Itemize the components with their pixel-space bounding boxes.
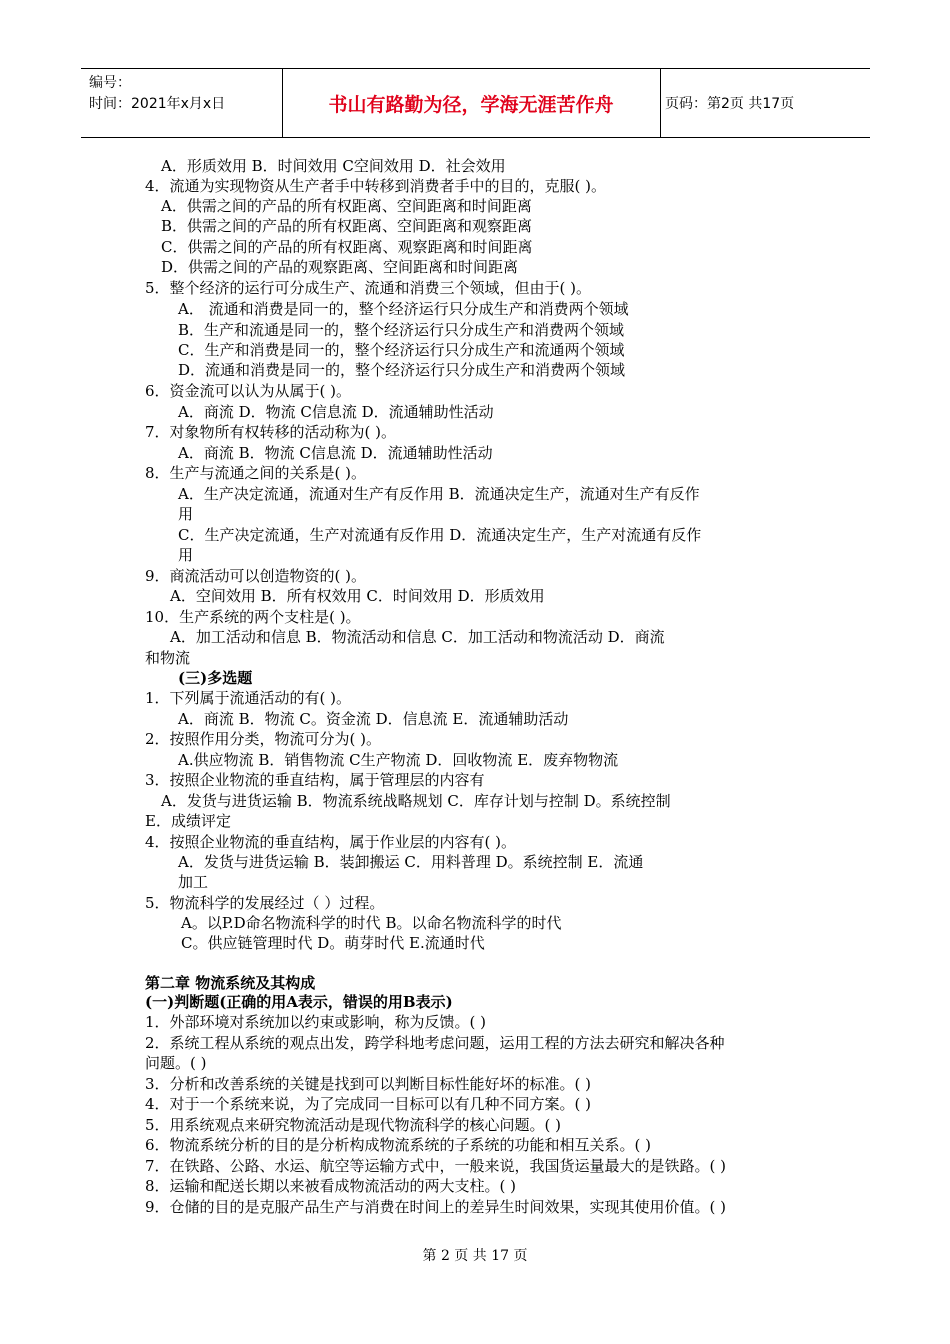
text-line: 9．商流活动可以创造物资的( )。: [145, 567, 367, 585]
text-line: 3．按照企业物流的垂直结构，属于管理层的内容有: [145, 771, 485, 789]
text-line: 7．在铁路、公路、水运、航空等运输方式中，一般来说，我国货运量最大的是铁路。( ): [145, 1157, 727, 1175]
text-line: 6．资金流可以认为从属于( )。: [145, 382, 352, 400]
header-divider: [660, 69, 661, 137]
text-line: 加工: [178, 873, 209, 891]
text-line: A．发货与进货运输 B．装卸搬运 C．用料普理 D。系统控制 E．流通: [178, 853, 644, 871]
text-line: 用: [178, 546, 194, 564]
text-line: A．形质效用 B．时间效用 C空间效用 D．社会效用: [161, 157, 506, 175]
header-page-info: 页码：第2页 共17页: [665, 96, 795, 112]
text-line: 3．分析和改善系统的关键是找到可以判断目标性能好坏的标准。( ): [145, 1075, 592, 1093]
text-line: 4．按照企业物流的垂直结构，属于作业层的内容有( )。: [145, 833, 517, 851]
text-line: A．生产决定流通，流通对生产有反作用 B．流通决定生产，流通对生产有反作: [178, 485, 700, 503]
chapter-heading: 第二章 物流系统及其构成: [145, 974, 316, 992]
text-line: D．流通和消费是同一的，整个经济运行只分成生产和消费两个领域: [178, 361, 626, 379]
text-line: A．加工活动和信息 B．物流活动和信息 C．加工活动和物流活动 D．商流: [170, 628, 665, 646]
section-heading: (三)多选题: [178, 669, 253, 687]
text-line: C．生产和消费是同一的，整个经济运行只分成生产和流通两个领域: [178, 341, 625, 359]
section-heading: (一)判断题(正确的用A表示，错误的用B表示): [145, 993, 453, 1011]
text-line: C。供应链管理时代 D。萌芽时代 E.流通时代: [181, 934, 485, 952]
text-line: C．供需之间的产品的所有权距离、观察距离和时间距离: [161, 238, 533, 256]
text-line: 5．物流科学的发展经过（ ）过程。: [145, 894, 385, 912]
text-line: A． 流通和消费是同一的，整个经济运行只分成生产和消费两个领域: [178, 300, 629, 318]
text-line: 问题。( ): [145, 1054, 207, 1072]
text-line: 5．用系统观点来研究物流活动是现代物流科学的核心问题。( ): [145, 1116, 562, 1134]
header-meta: [89, 73, 225, 115]
text-line: D．供需之间的产品的观察距离、空间距离和时间距离: [161, 258, 519, 276]
text-line: A。以P.D命名物流科学的时代 B。以命名物流科学的时代: [181, 914, 562, 932]
text-line: E．成绩评定: [145, 812, 231, 830]
text-line: 10．生产系统的两个支柱是( )。: [145, 608, 361, 626]
page-footer: 第 2 页 共 17 页: [422, 1248, 528, 1264]
text-line: A．空间效用 B．所有权效用 C．时间效用 D．形质效用: [170, 587, 545, 605]
text-line: 2．系统工程从系统的观点出发，跨学科地考虑问题，运用工程的方法去研究和解决各种: [145, 1034, 725, 1052]
text-line: 8．生产与流通之间的关系是( )。: [145, 464, 367, 482]
text-line: 9．仓储的目的是克服产品生产与消费在时间上的差异生时间效果，实现其使用价值。( ): [145, 1198, 727, 1216]
text-line: 1．下列属于流通活动的有( )。: [145, 689, 352, 707]
text-line: A．商流 B．物流 C。资金流 D．信息流 E．流通辅助活动: [178, 710, 569, 728]
text-line: 1．外部环境对系统加以约束或影响，称为反馈。( ): [145, 1013, 487, 1031]
text-line: C．生产决定流通，生产对流通有反作用 D．流通决定生产，生产对流通有反作: [178, 526, 702, 544]
text-line: 8．运输和配送长期以来被看成物流活动的两大支柱。( ): [145, 1177, 517, 1195]
text-line: 和物流: [145, 649, 191, 667]
text-line: 5．整个经济的运行可分成生产、流通和消费三个领域，但由于( )。: [145, 279, 592, 297]
text-line: 4．对于一个系统来说，为了完成同一目标可以有几种不同方案。( ): [145, 1095, 592, 1113]
text-line: A．发货与进货运输 B．物流系统战略规划 C．库存计划与控制 D。系统控制: [161, 792, 671, 810]
text-line: A．商流 D．物流 C信息流 D．流通辅助性活动: [178, 403, 494, 421]
header-motto: 书山有路勤为径，学海无涯苦作舟: [328, 93, 614, 116]
text-line: 6．物流系统分析的目的是分析构成物流系统的子系统的功能和相互关系。( ): [145, 1136, 652, 1154]
text-line: 2．按照作用分类，物流可分为( )。: [145, 730, 382, 748]
document-number-label: 编号：: [89, 75, 131, 91]
document-date-label: 时间：2021年x月x日: [89, 96, 226, 112]
text-line: A．供需之间的产品的所有权距离、空间距离和时间距离: [161, 197, 532, 215]
text-line: 4．流通为实现物资从生产者手中转移到消费者手中的目的，克服( )。: [145, 177, 607, 195]
text-line: 用: [178, 505, 194, 523]
text-line: A．商流 B．物流 C信息流 D．流通辅助性活动: [178, 444, 493, 462]
text-line: A.供应物流 B．销售物流 C生产物流 D．回收物流 E．废弃物物流: [178, 751, 619, 769]
text-line: B．供需之间的产品的所有权距离、空间距离和观察距离: [161, 217, 533, 235]
page-header: [81, 68, 870, 138]
text-line: 7．对象物所有权转移的活动称为( )。: [145, 423, 397, 441]
text-line: B．生产和流通是同一的，整个经济运行只分成生产和消费两个领域: [178, 321, 625, 339]
